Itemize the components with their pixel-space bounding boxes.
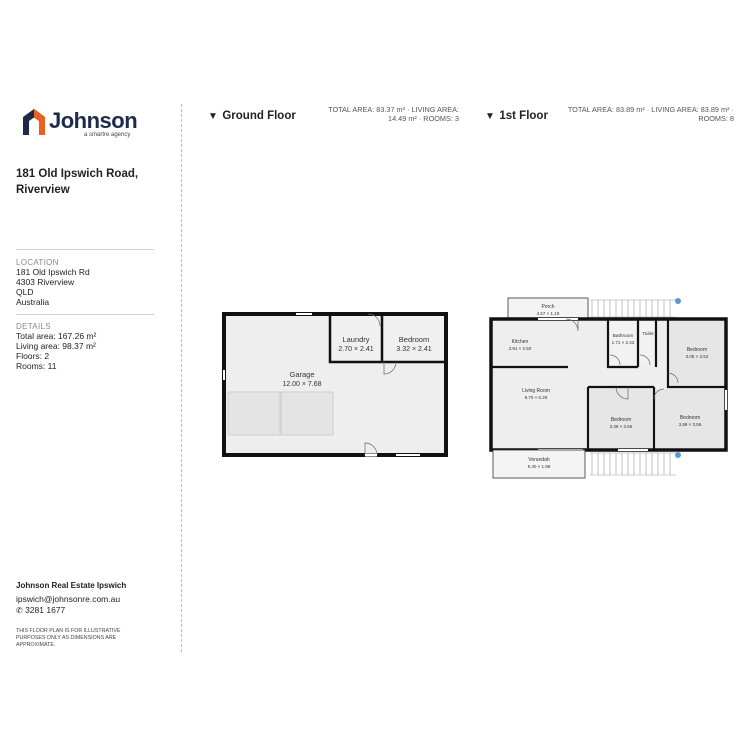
room-name: Bedroom bbox=[610, 417, 632, 423]
room-name: Laundry bbox=[342, 335, 370, 344]
stats-line: TOTAL AREA: 83.89 m² · LIVING AREA: 83.89 m² · bbox=[567, 105, 734, 114]
agency-name: Johnson Real Estate Ipswich bbox=[16, 581, 127, 590]
room-dims: 12.00 × 7.68 bbox=[282, 381, 322, 388]
ground-floor-plan bbox=[220, 310, 450, 460]
first-floor-plan bbox=[488, 295, 733, 485]
details-section bbox=[16, 322, 156, 371]
floor-title: Ground Floor bbox=[222, 110, 296, 122]
brand-logo bbox=[22, 108, 172, 142]
ground-floor-header bbox=[208, 106, 296, 124]
room-dims: 3.99 × 3.56 bbox=[678, 422, 702, 427]
divider bbox=[16, 249, 154, 250]
location-title: LOCATION bbox=[16, 258, 59, 267]
room-dims: 3.32 × 2.41 bbox=[396, 346, 432, 353]
location-line: Australia bbox=[16, 297, 50, 307]
room-dims: 3.08 × 3.52 bbox=[685, 354, 709, 359]
address-line-2: Riverview bbox=[16, 184, 70, 196]
first-floor-header bbox=[485, 106, 548, 124]
room-dims: 1.71 × 2.42 bbox=[611, 340, 635, 345]
property-address bbox=[16, 166, 166, 198]
stats-line: ROOMS: 8 bbox=[698, 114, 734, 123]
first-floor-stats bbox=[548, 105, 734, 123]
ground-floor-stats bbox=[300, 105, 459, 123]
brand-name: Johnson bbox=[49, 108, 138, 133]
triangle-down-icon: ▼ bbox=[208, 111, 218, 122]
room-name: Bedroom bbox=[686, 347, 708, 353]
divider bbox=[16, 314, 154, 315]
disclaimer: THIS FLOOR PLAN IS FOR ILLUSTRATIVE PURPOSES ONLY AS DIMENSIONS ARE APPROXIMATE. bbox=[16, 628, 121, 648]
location-line: 181 Old Ipswich Rd bbox=[16, 267, 90, 277]
room-name: Bathroom bbox=[612, 334, 634, 339]
garage-door-panel bbox=[228, 392, 280, 435]
location-line: QLD bbox=[16, 287, 34, 297]
address-line-1: 181 Old Ipswich Road, bbox=[16, 168, 139, 180]
bedroom-floor bbox=[670, 321, 724, 385]
room-dims: 4.57 × 1.19 bbox=[536, 311, 560, 316]
sidebar-divider bbox=[181, 104, 182, 652]
garage-door-panel bbox=[281, 392, 333, 435]
room-name: Verandah bbox=[528, 457, 550, 463]
details-line: Rooms: 11 bbox=[16, 361, 57, 371]
stair-marker-icon bbox=[675, 452, 681, 458]
room-dims: 5.30 × 1.98 bbox=[527, 464, 551, 469]
room-dims: 3.39 × 3.56 bbox=[609, 424, 633, 429]
stair-marker-icon bbox=[675, 298, 681, 304]
room-name: Kitchen bbox=[511, 339, 529, 345]
stats-line: 14.49 m² · ROOMS: 3 bbox=[388, 114, 459, 123]
location-section bbox=[16, 258, 156, 307]
room-name: Bedroom bbox=[679, 415, 701, 421]
details-line: Living area: 98.37 m² bbox=[16, 341, 96, 351]
details-line: Total area: 167.26 m² bbox=[16, 331, 97, 341]
agency-contact bbox=[16, 581, 166, 616]
stats-line: TOTAL AREA: 83.37 m² · LIVING AREA: bbox=[328, 105, 459, 114]
triangle-down-icon: ▼ bbox=[485, 111, 495, 122]
phone-icon: ✆ bbox=[16, 606, 23, 615]
details-line: Floors: 2 bbox=[16, 351, 50, 361]
stairs bbox=[590, 453, 676, 475]
room-name: Bedroom bbox=[398, 335, 430, 344]
room-name: Porch bbox=[541, 304, 555, 310]
floor-title: 1st Floor bbox=[499, 110, 548, 122]
agency-phone[interactable] bbox=[16, 605, 166, 616]
stairs bbox=[590, 300, 676, 317]
room-name: Garage bbox=[289, 370, 315, 379]
location-line: 4303 Riverview bbox=[16, 277, 75, 287]
room-dims: 3.91 × 2.50 bbox=[508, 346, 532, 351]
room-name: Living Room bbox=[522, 388, 550, 394]
brand-tagline: a smartre agency bbox=[84, 132, 131, 138]
agency-phone-number: 3281 1677 bbox=[25, 605, 66, 615]
house-logo-icon bbox=[22, 108, 46, 136]
details-title: DETAILS bbox=[16, 322, 51, 331]
room-dims: 9.70 × 6.28 bbox=[524, 395, 548, 400]
toilet-floor bbox=[640, 321, 654, 365]
room-name: Toilet bbox=[642, 332, 654, 337]
room-dims: 2.70 × 2.41 bbox=[338, 346, 374, 353]
agency-email[interactable]: ipswich@johnsonre.com.au bbox=[16, 594, 121, 604]
